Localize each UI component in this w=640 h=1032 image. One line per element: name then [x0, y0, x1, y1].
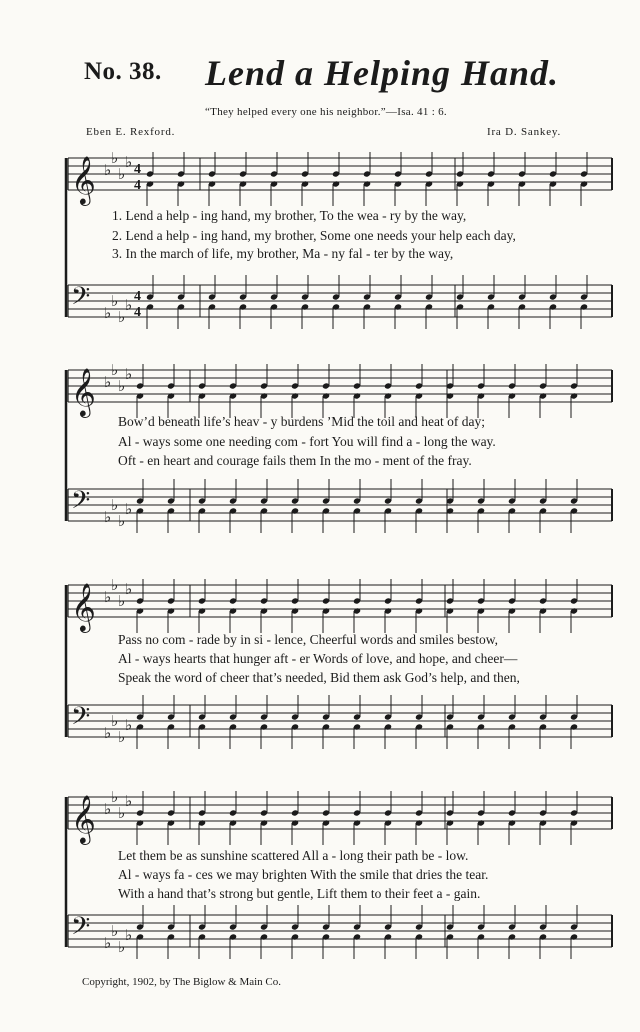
- flat-icon: ♭: [125, 500, 133, 519]
- lyricist: Eben E. Rexford.: [86, 126, 176, 138]
- flat-icon: ♭: [125, 926, 133, 945]
- flat-icon: ♭: [111, 149, 119, 168]
- flat-icon: ♭: [118, 592, 126, 611]
- flat-icon: ♭: [111, 496, 119, 515]
- lyric-line: Pass no com - rade by in si - lence, Cheerful words and smiles bestow,: [118, 632, 499, 647]
- flat-icon: ♭: [125, 296, 133, 315]
- treble-clef-icon: 𝄞: [71, 367, 96, 416]
- flat-icon: ♭: [104, 724, 112, 743]
- flat-icon: ♭: [104, 800, 112, 819]
- epigraph: “They helped every one his neighbor.”—Isa. 41 : 6.: [205, 106, 447, 118]
- lyric-line: Al - ways hearts that hunger aft - er Words of love, and hope, and cheer—: [118, 651, 518, 666]
- flat-icon: ♭: [111, 788, 119, 807]
- flat-icon: ♭: [125, 365, 133, 384]
- flat-icon: ♭: [125, 580, 133, 599]
- lyric-line: Let them be as sunshine scattered All a - long their path be - low.: [118, 848, 469, 863]
- flat-icon: ♭: [118, 377, 126, 396]
- copyright: Copyright, 1902, by The Biglow & Main Co.: [82, 976, 282, 988]
- lyric-line: 2. Lend a help - ing hand, my brother, Some one needs your help each day,: [112, 228, 516, 243]
- flat-icon: ♭: [111, 576, 119, 595]
- time-signature: 4: [134, 178, 141, 193]
- flat-icon: ♭: [125, 153, 133, 172]
- flat-icon: ♭: [111, 292, 119, 311]
- lyric-line: Oft - en heart and courage fails them In the mo - ment of the fray.: [118, 453, 472, 468]
- lyric-line: 3. In the march of life, my brother, Ma - ny fal - ter by the way,: [112, 246, 454, 261]
- flat-icon: ♭: [104, 373, 112, 392]
- time-signature: 4: [134, 305, 141, 320]
- hymn-title: Lend a Helping Hand.: [205, 53, 560, 93]
- flat-icon: ♭: [111, 922, 119, 941]
- flat-icon: ♭: [104, 934, 112, 953]
- lyric-line: Bow’d beneath life’s heav - y burdens ’Mid the toil and heat of day;: [118, 414, 486, 429]
- bass-clef-icon: 𝄢: [71, 282, 91, 317]
- flat-icon: ♭: [118, 308, 126, 327]
- time-signature: 4: [134, 162, 141, 177]
- flat-icon: ♭: [125, 716, 133, 735]
- treble-clef-icon: 𝄞: [71, 582, 96, 631]
- lyric-line: 1. Lend a help - ing hand, my brother, To the wea - ry by the way,: [112, 208, 467, 223]
- composer: Ira D. Sankey.: [487, 126, 562, 138]
- lyric-line: Al - ways fa - ces we may brighten With the smile that dries the tear.: [118, 867, 489, 882]
- flat-icon: ♭: [125, 792, 133, 811]
- treble-clef-icon: 𝄞: [71, 155, 96, 204]
- lyric-line: Al - ways some one needing com - fort You will find a - long the way.: [118, 434, 496, 449]
- flat-icon: ♭: [111, 361, 119, 380]
- flat-icon: ♭: [118, 165, 126, 184]
- flat-icon: ♭: [118, 728, 126, 747]
- lyric-line: With a hand that’s strong but gentle, Lift them to their feet a - gain.: [118, 886, 481, 901]
- flat-icon: ♭: [111, 712, 119, 731]
- lyric-line: Speak the word of cheer that’s needed, Bid them ask God’s help, and then,: [118, 670, 520, 685]
- flat-icon: ♭: [118, 938, 126, 957]
- hymn-number: No. 38.: [84, 58, 162, 85]
- bass-clef-icon: 𝄢: [71, 702, 91, 737]
- treble-clef-icon: 𝄞: [71, 794, 96, 843]
- flat-icon: ♭: [118, 804, 126, 823]
- bass-clef-icon: 𝄢: [71, 486, 91, 521]
- flat-icon: ♭: [104, 304, 112, 323]
- time-signature: 4: [134, 289, 141, 304]
- flat-icon: ♭: [104, 508, 112, 527]
- bass-clef-icon: 𝄢: [71, 912, 91, 947]
- flat-icon: ♭: [104, 161, 112, 180]
- flat-icon: ♭: [104, 588, 112, 607]
- flat-icon: ♭: [118, 512, 126, 531]
